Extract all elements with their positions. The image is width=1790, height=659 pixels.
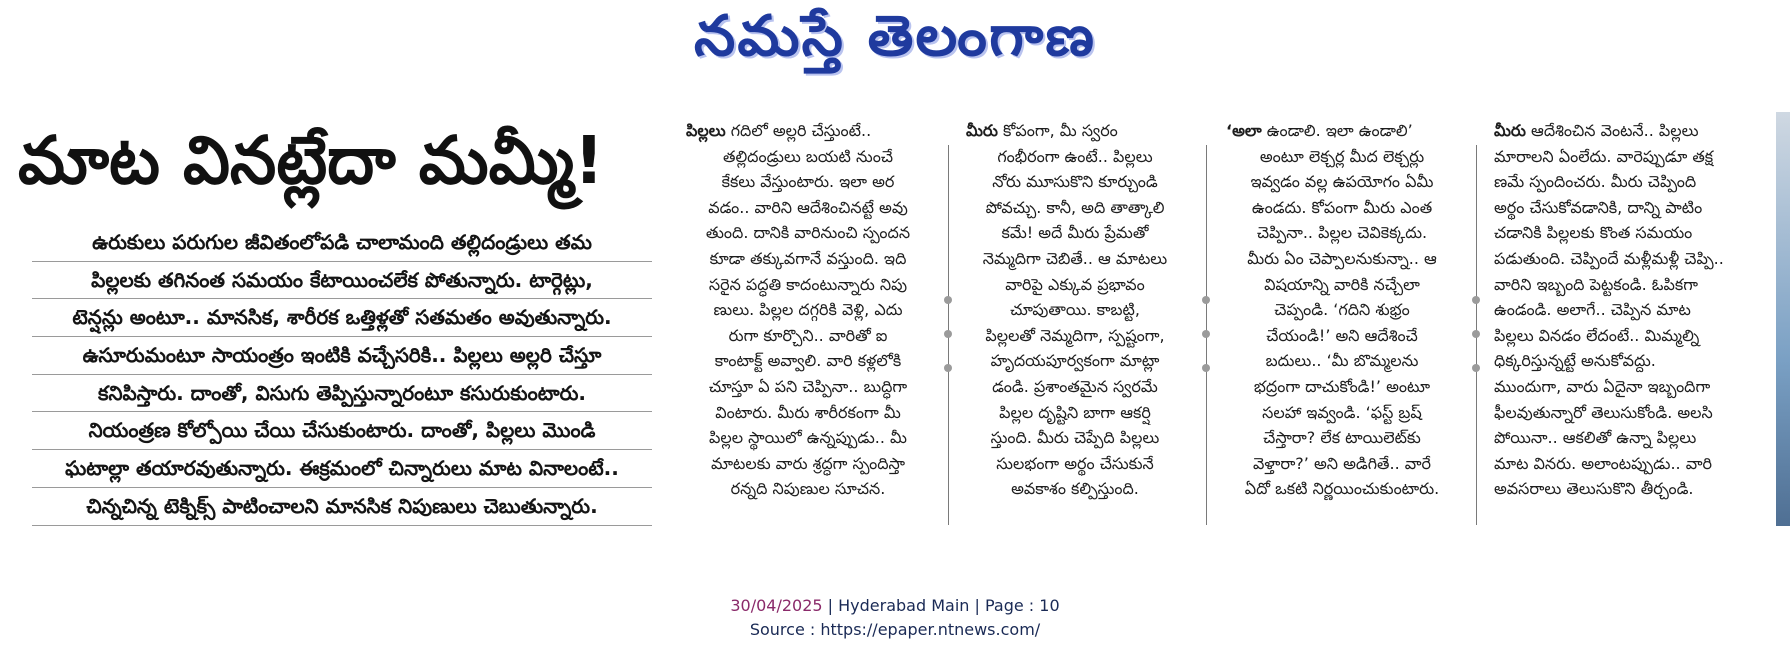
article-intro: [18, 224, 666, 526]
column-line: ణమే స్పందించరు. మీరు చెప్పింది: [1494, 172, 1697, 192]
column-line: మాటలకు వారు శ్రద్ధగా స్పందిస్తా: [710, 453, 906, 473]
column-line: గంభీరంగా ఉంటే.. పిల్లలు: [997, 146, 1153, 166]
intro-line: పిల్లలకు తగినంత సమయం కేటాయించలేక పోతున్నారు. టార్గెట్లు,: [32, 262, 652, 300]
article-column-4: [1494, 118, 1764, 530]
column-line: ముందుగా, వారు ఏదైనా ఇబ్బందిగా: [1494, 376, 1711, 396]
column-line: గదిలో అల్లరి చేస్తుంటే..: [730, 121, 872, 140]
footer-edition-line: [0, 596, 1790, 615]
column-line: ధిక్కరిస్తున్నట్టే అనుకోవద్దు.: [1494, 351, 1656, 371]
column-line: చేస్తారా? లేక టాయిలెట్‌కు: [1263, 428, 1421, 448]
column-lead-word: మీరు: [966, 121, 998, 140]
intro-line: ఉసూరుమంటూ సాయంత్రం ఇంటికి వచ్చేసరికి.. పిల్లలు అల్లరి చేస్తూ: [32, 337, 652, 375]
column-line: విషయాన్ని వారికి నచ్చేలా: [1264, 274, 1420, 294]
column-line: అంటూ లెక్చర్ల మీద లెక్చర్లు: [1259, 146, 1425, 166]
column-line: డండి. ప్రశాంతమైన స్వరమే: [992, 376, 1158, 396]
column-line: అవసరాలు తెలుసుకొని తీర్చండి.: [1494, 479, 1694, 499]
column-line: తుంది. దానికి వారినుంచి స్పందన: [705, 223, 911, 243]
column-line: మాట వినరు. అలాంటప్పుడు.. వారి: [1494, 453, 1712, 473]
column-line: పిల్లలతో నెమ్మదిగా, స్పష్టంగా,: [985, 325, 1165, 345]
footer-date: 30/04/2025: [730, 596, 823, 615]
column-line: కూడా తక్కువగానే వస్తుంది. ఇది: [709, 248, 907, 268]
article-column-1: [686, 118, 930, 530]
column-line: కాంటాక్ట్ అవ్వాలి. వారి కళ్లలోకి: [714, 351, 902, 371]
column-line: చేయండి!’ అని ఆదేశించే: [1266, 325, 1418, 345]
column-line: మారాలని ఏంలేదు. వారెప్పుడూ తక్ష: [1494, 146, 1714, 166]
column-line: నెమ్మదిగా చెబితే.. ఆ మాటలు: [982, 248, 1168, 268]
column-line: కేకలు వేస్తుంటారు. ఇలా అర: [721, 172, 895, 192]
article-headline: మాట వినట్లేదా మమ్మీ!: [18, 122, 605, 199]
column-line: నోరు మూసుకొని కూర్చుండి: [992, 172, 1158, 192]
column-line: వారిని ఇబ్బంది పెట్టకండి. ఓపికగా: [1494, 274, 1698, 294]
column-line: పిల్లల దృష్టిని బాగా ఆకర్షి: [999, 402, 1151, 422]
column-line: భద్రంగా దాచుకోండి!’ అంటూ: [1253, 376, 1431, 396]
column-line: సరైన పద్ధతి కాదంటున్నారు నిపు: [708, 274, 908, 294]
column-line: పోయినా.. ఆకలితో ఉన్నా పిల్లలు: [1494, 428, 1697, 448]
intro-line: ఉరుకులు పరుగుల జీవితంలోపడి చాలామంది తల్లిదండ్రులు తమ: [32, 224, 652, 262]
column-line: పిల్లలు వినడం లేదంటే.. మిమ్మల్ని: [1494, 325, 1700, 345]
masthead-logo: నమస్తే తెలంగాణ: [693, 4, 1097, 69]
column-line: పడుతుంది. చెప్పిందే మళ్లీమళ్లీ చెప్పి..: [1494, 248, 1724, 268]
column-lead-word: మీరు: [1494, 121, 1526, 140]
column-line: వింటారు. మీరు శారీరకంగా మీ: [715, 402, 901, 422]
column-line: రుగా కూర్చొని.. వారితో ఐ: [728, 325, 888, 345]
column-lead-word: ‘అలా: [1226, 121, 1262, 140]
divider-dot: [1202, 296, 1210, 304]
divider-dot: [944, 330, 952, 338]
divider-dot: [1472, 330, 1480, 338]
column-line: బదులు.. ‘మీ బొమ్మలను: [1265, 351, 1419, 371]
intro-line: నియంత్రణ కోల్పోయి చేయి చేసుకుంటారు. దాంతో, పిల్లలు మొండి: [32, 412, 652, 450]
column-line: ఇవ్వడం వల్ల ఉపయోగం ఏమీ: [1250, 172, 1434, 192]
column-line: సులభంగా అర్థం చేసుకునే: [996, 453, 1154, 473]
divider-dot: [944, 364, 952, 372]
column-line: వెళ్తారా?’ అని అడిగితే.. వారే: [1252, 453, 1432, 473]
intro-line: చిన్నచిన్న టెక్నిక్స్ పాటించాలని మానసిక నిపుణులు చెబుతున్నారు.: [32, 488, 652, 526]
column-line: చెప్పండి. ‘గదిని శుభ్రం: [1274, 300, 1410, 320]
column-line: తల్లిదండ్రులు బయటి నుంచే: [723, 146, 893, 166]
column-line: అర్థం చేసుకోవడానికి, దాన్ని పాటిం: [1494, 197, 1703, 217]
article-column-2: [966, 118, 1184, 530]
column-line: కమే! అదే మీరు ప్రేమతో: [1001, 223, 1149, 243]
divider-dot: [1472, 296, 1480, 304]
column-line: ఉండదు. కోపంగా మీరు ఎంత: [1251, 197, 1433, 217]
column-line: వారిపై ఎక్కువ ప్రభావం: [1005, 274, 1145, 294]
column-line: ఉండండి. అలాగే.. చెప్పిన మాట: [1494, 300, 1691, 320]
column-line: ఏదో ఒకటి నిర్ణయించుకుంటారు.: [1244, 479, 1440, 499]
column-line: ఫీలవుతున్నారో తెలుసుకోండి. అలసి: [1494, 402, 1713, 422]
column-line: ణులు. పిల్లల దగ్గరికి వెళ్లి, ఎదు: [713, 300, 903, 320]
column-line: హృదయపూర్వకంగా మాట్లా: [990, 351, 1160, 371]
divider-dot: [1472, 364, 1480, 372]
intro-line: టెన్షన్లు అంటూ.. మానసిక, శారీరక ఒత్తిళ్లతో సతమతం అవుతున్నారు.: [32, 299, 652, 337]
column-lead-word: పిల్లలు: [686, 121, 726, 140]
column-line: మీరు ఏం చెప్పాలనుకున్నా.. ఆ: [1247, 248, 1437, 268]
column-line: స్తుంది. మీరు చెప్పేది పిల్లలు: [990, 428, 1160, 448]
column-line: చడానికి పిల్లలకు కొంత సమయం: [1494, 223, 1693, 243]
column-line: వడం.. వారిని ఆదేశించినట్టే అవు: [708, 197, 908, 217]
column-line: సలహా ఇవ్వండి. ‘ఫస్ట్ బ్రష్: [1262, 402, 1422, 422]
column-line: ఆదేశించిన వెంటనే.. పిల్లలు: [1531, 121, 1699, 140]
divider-dot: [1202, 330, 1210, 338]
intro-line: ఘటాల్లా తయారవుతున్నారు. ఈక్రమంలో చిన్నారులు మాట వినాలంటే..: [32, 450, 652, 488]
column-line: చెప్పినా.. పిల్లల చెవికెక్కదు.: [1256, 223, 1428, 243]
footer-edition: | Hyderabad Main | Page : 10: [822, 596, 1060, 615]
intro-line: కనిపిస్తారు. దాంతో, విసుగు తెప్పిస్తున్నారంటూ కసురుకుంటారు.: [32, 375, 652, 413]
footer-source: Source : https://epaper.ntnews.com/: [749, 620, 1041, 639]
column-line: కోపంగా, మీ స్వరం: [1003, 121, 1118, 140]
column-line: పోవచ్చు. కానీ, అది తాత్కాలి: [985, 197, 1165, 217]
divider-dot: [1202, 364, 1210, 372]
column-line: అవకాశం కల్పిస్తుంది.: [1011, 479, 1139, 499]
cropped-photo: [1776, 112, 1790, 526]
column-line: రన్నది నిపుణుల సూచన.: [730, 479, 886, 499]
column-line: ఉండాలి. ఇలా ఉండాలి’: [1266, 121, 1413, 140]
column-line: చూస్తూ ఏ పని చెప్పినా.. బుద్ధిగా: [708, 376, 908, 396]
article-column-3: [1226, 118, 1458, 530]
divider-dot: [944, 296, 952, 304]
column-line: పిల్లల స్థాయిలో ఉన్నప్పుడు.. మీ: [708, 428, 907, 448]
column-line: చూపుతాయి. కాబట్టి,: [1010, 300, 1140, 320]
